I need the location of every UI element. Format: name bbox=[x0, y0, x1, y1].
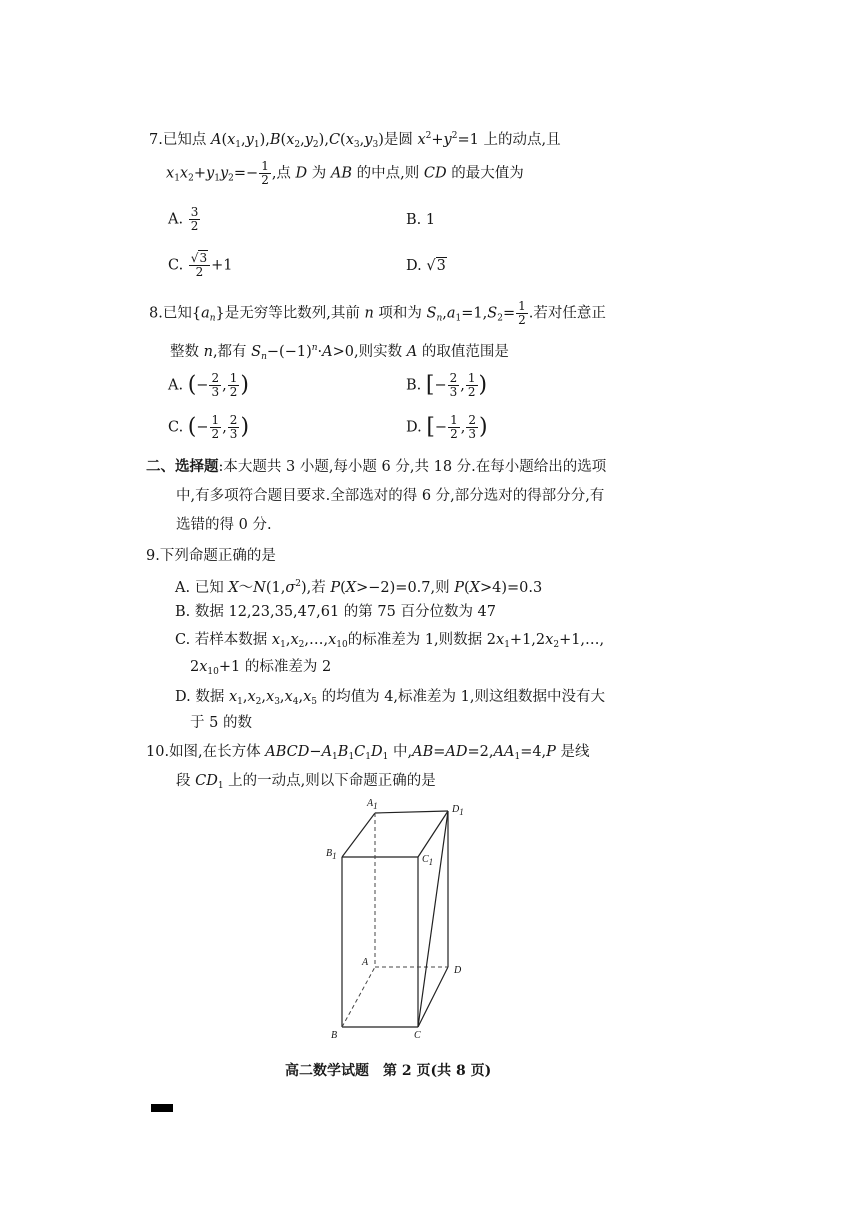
q9-option-a: A. 已知 $X\sim N(1,\sigma^2)$,若 P(X>−2)=0.7,则 P(X>4)=0.3 bbox=[175, 579, 543, 596]
label-a: A bbox=[362, 957, 369, 968]
q9-stem: 9.下列命题正确的是 bbox=[146, 548, 276, 564]
q8-option-a: A. (− $\frac{2}{3}$ , $\frac{1}{2}$ ) bbox=[168, 371, 249, 399]
q9-option-c-cont: $2x_{10}+1$ 的标准差为 2 bbox=[190, 659, 332, 677]
page-footer: 高二数学试题 第 2 页(共 8 页) bbox=[285, 1063, 492, 1079]
label-b1: $B_1$ bbox=[326, 848, 337, 861]
q7-stem-line-2: $x_1x_2+y_1y_2=-$ $\frac{1}{2}$ ,点 D 为 AB 的中点,则 CD 的最大值为 bbox=[166, 159, 524, 187]
label-c1: $C_1$ bbox=[422, 854, 434, 867]
q9-option-d-cont: 于 5 的数 bbox=[190, 715, 252, 731]
q9-option-c: C. 若样本数据 $x_1,x_2,\dots,x_{10}$的标准差为 1,则数据 $2x_1+1,2x_2+1,\dots$, bbox=[175, 632, 605, 650]
q9-option-b: B. 数据 12,23,35,47,61 的第 75 百分位数为 47 bbox=[175, 604, 497, 620]
q7-option-a: A. $\frac{3}{2}$ bbox=[168, 205, 199, 233]
q10-number: 10. bbox=[146, 744, 170, 760]
q8-stem-line-2: 整数 n,都有 $S_n-(-1)^n\cdot A>0$,则实数 A 的取值范围是 bbox=[170, 343, 509, 362]
label-c: C bbox=[414, 1030, 421, 1041]
cuboid-figure bbox=[320, 790, 480, 1050]
label-a1: $A_1$ bbox=[367, 798, 378, 811]
section2-heading: 二、选择题 bbox=[146, 458, 219, 475]
section2-line-3: 选错的得 0 分. bbox=[176, 517, 272, 533]
section2-line-2: 中,有多项符合题目要求.全部选对的得 6 分,部分选对的得部分分,有 bbox=[176, 488, 605, 504]
section2-line-1: 二、选择题:本大题共 3 小题,每小题 6 分,共 18 分.在每小题给出的选项 bbox=[146, 458, 607, 475]
q9-number: 9. bbox=[146, 548, 160, 564]
q7-option-d: D. √3 bbox=[406, 258, 446, 274]
segment-cd1 bbox=[418, 811, 448, 1027]
label-b: B bbox=[331, 1030, 338, 1041]
q9-option-d: D. 数据 $x_1,x_2,x_3,x_4,x_5$ 的均值为 4,标准差为 1,则这组数据中没有大 bbox=[175, 689, 605, 707]
q8-option-c: C. (− $\frac{1}{2}$ , $\frac{2}{3}$ ) bbox=[168, 413, 250, 441]
q8-number: 8. bbox=[149, 305, 163, 322]
q7-number: 7. bbox=[149, 132, 163, 148]
scan-mark bbox=[151, 1104, 173, 1112]
label-d: D bbox=[454, 965, 462, 976]
edge-c1d1 bbox=[418, 811, 448, 857]
edge-a1d1 bbox=[375, 811, 448, 813]
q10-stem-line-1: 10.如图,在长方体 $ABCD-A_1B_1C_1D_1$ 中$,AB=AD=2,AA_1=4,P$ 是线 bbox=[146, 744, 590, 762]
q7-option-c: C. $\frac{√3}{2}$ +1 bbox=[168, 251, 233, 279]
q7-stem-line-1: 7.已知点 $A(x_1,y_1),B(x_2,y_2),C(x_3,y_3)$是圆 $x^2+y^2=1$ 上的动点,且 bbox=[149, 131, 561, 150]
q8-stem-line-1: 8.已知$\{a_n\}$是无穷等比数列,其前 n 项和为 $S_n,a_1=1,S_2=$ $\frac{1}{2}$ .若对任意正 bbox=[149, 299, 606, 327]
edge-ba-hidden bbox=[342, 967, 375, 1027]
q10-stem-line-2: 段 $CD_1$ 上的一动点,则以下命题正确的是 bbox=[176, 773, 436, 791]
q8-option-d: D. [− $\frac{1}{2}$ , $\frac{2}{3}$ ) bbox=[406, 413, 488, 441]
label-d1: $D_1$ bbox=[452, 804, 464, 817]
q8-option-b: B. [− $\frac{2}{3}$ , $\frac{1}{2}$ ) bbox=[406, 371, 488, 399]
edge-b1a1 bbox=[342, 813, 375, 857]
q7-option-b: B. 1 bbox=[406, 212, 436, 228]
